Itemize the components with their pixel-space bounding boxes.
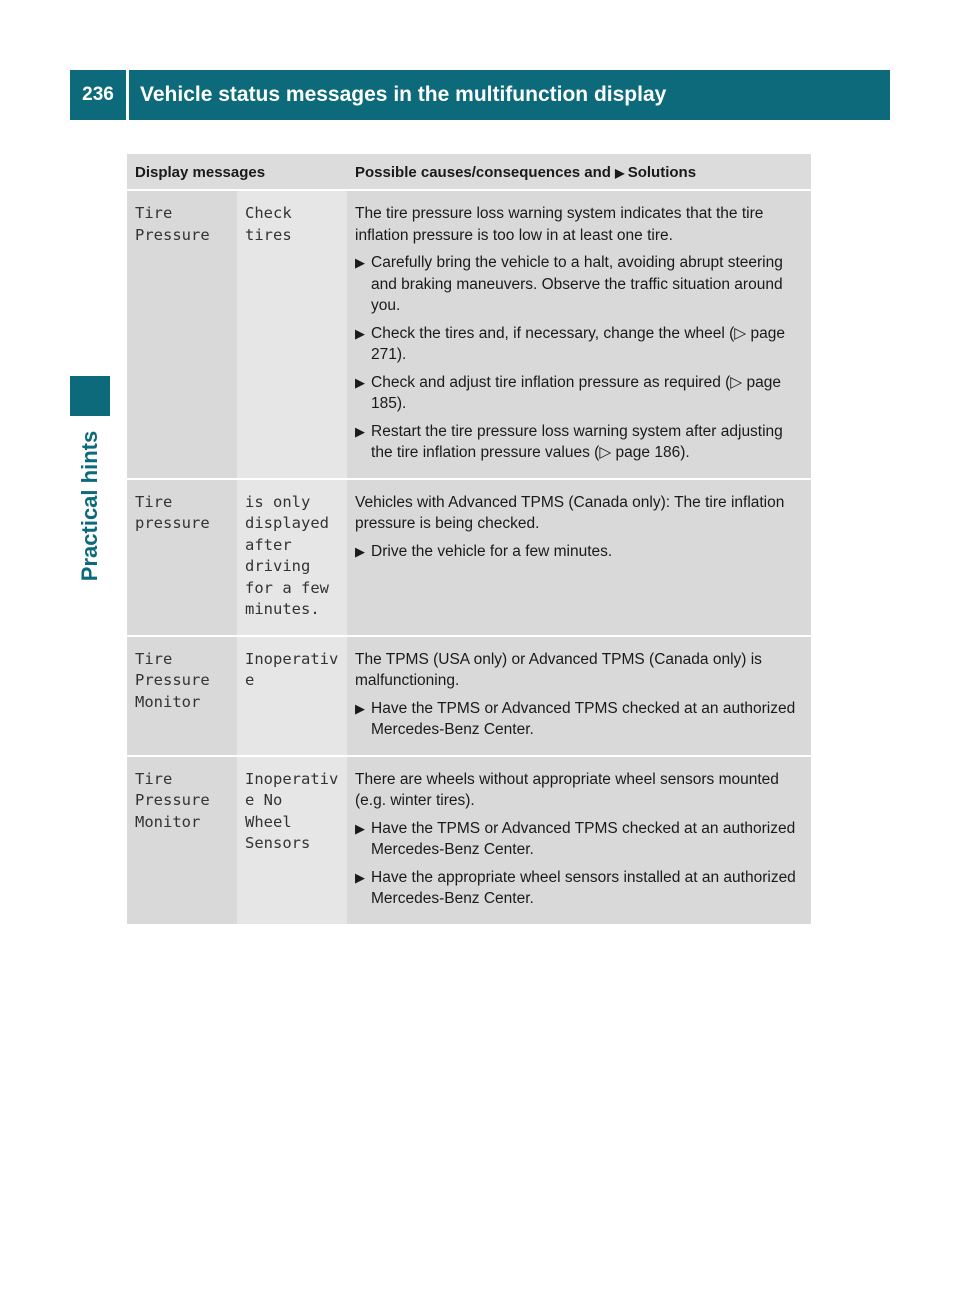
cause-text: The TPMS (USA only) or Advanced TPMS (Canada only) is malfunctioning.: [355, 650, 762, 689]
arrow-right-icon: ▶: [615, 166, 628, 180]
status-messages-table: [127, 154, 811, 924]
solution-step: [355, 421, 803, 464]
table-row: [127, 756, 811, 924]
display-message-line1: Tire Pressure: [127, 190, 237, 479]
solution-step-text: Have the appropriate wheel sensors installed at an authorized Mercedes-Benz Center.: [371, 868, 796, 907]
solution-step: [355, 372, 803, 415]
display-message-line2: is only displayed after driving for a few minutes.: [237, 479, 347, 636]
solution-step: [355, 323, 803, 366]
table-row: [127, 636, 811, 756]
cause-text: There are wheels without appropriate wheel sensors mounted (e.g. winter tires).: [355, 770, 779, 809]
arrow-right-icon: ▶: [355, 423, 366, 439]
cause-description-cell: [347, 479, 811, 636]
solution-step-text: Drive the vehicle for a few minutes.: [371, 542, 613, 560]
display-message-line2: Check tires: [237, 190, 347, 479]
display-message-line2: Inoperativ e: [237, 636, 347, 756]
page-title: Vehicle status messages in the multifunction display: [140, 83, 667, 106]
solution-step: [355, 867, 803, 910]
solution-step: [355, 252, 803, 317]
column-header-display-messages: Display messages: [127, 154, 347, 190]
solution-step: [355, 698, 803, 741]
cause-text: Vehicles with Advanced TPMS (Canada only): The tire inflation pressure is being checked.: [355, 493, 785, 532]
arrow-right-icon: ▶: [355, 700, 366, 716]
page-header: [70, 70, 890, 120]
arrow-right-icon: ▶: [355, 820, 366, 836]
arrow-right-icon: ▶: [355, 255, 366, 270]
arrow-right-icon: ▶: [355, 869, 366, 885]
cause-description-cell: [347, 190, 811, 479]
arrow-right-icon: ▶: [355, 325, 366, 341]
column-header-solutions-text: Solutions: [627, 164, 697, 181]
solution-step: [355, 818, 803, 861]
display-message-line1: Tire pressure: [127, 479, 237, 636]
cause-text: The tire pressure loss warning system indicates that the tire inflation pressure is too low in at least one tire.: [355, 205, 764, 244]
solution-step-text: Carefully bring the vehicle to a halt, avoiding abrupt steering and braking maneuvers. Observe the traffic situation around you.: [371, 254, 783, 314]
column-header-causes: [347, 154, 811, 190]
solution-step-text: Have the TPMS or Advanced TPMS checked at an authorized Mercedes-Benz Center.: [371, 699, 796, 738]
display-message-line2: Inoperativ e No Wheel Sensors: [237, 756, 347, 924]
solution-step-text: Restart the tire pressure loss warning system after adjusting the tire inflation pressure values (▷ page 186).: [371, 422, 783, 461]
column-header-causes-text: Possible causes/consequences and: [355, 164, 611, 181]
table-header-row: [127, 154, 811, 190]
cause-description-cell: [347, 756, 811, 924]
table-row: [127, 190, 811, 479]
arrow-right-icon: ▶: [355, 374, 366, 390]
arrow-right-icon: ▶: [355, 543, 366, 559]
solution-step-text: Have the TPMS or Advanced TPMS checked at an authorized Mercedes-Benz Center.: [371, 819, 796, 858]
section-label: Practical hints: [77, 430, 103, 582]
solution-step: [355, 541, 803, 563]
section-marker: [70, 376, 110, 416]
page-number: 236: [82, 84, 114, 105]
solution-step-text: Check the tires and, if necessary, change the wheel (▷ page 271).: [371, 324, 786, 363]
section-tab: [70, 416, 110, 596]
solution-step-text: Check and adjust tire inflation pressure as required (▷ page 185).: [371, 373, 781, 412]
table-row: [127, 479, 811, 636]
display-message-line1: Tire Pressure Monitor: [127, 756, 237, 924]
display-message-line1: Tire Pressure Monitor: [127, 636, 237, 756]
cause-description-cell: [347, 636, 811, 756]
